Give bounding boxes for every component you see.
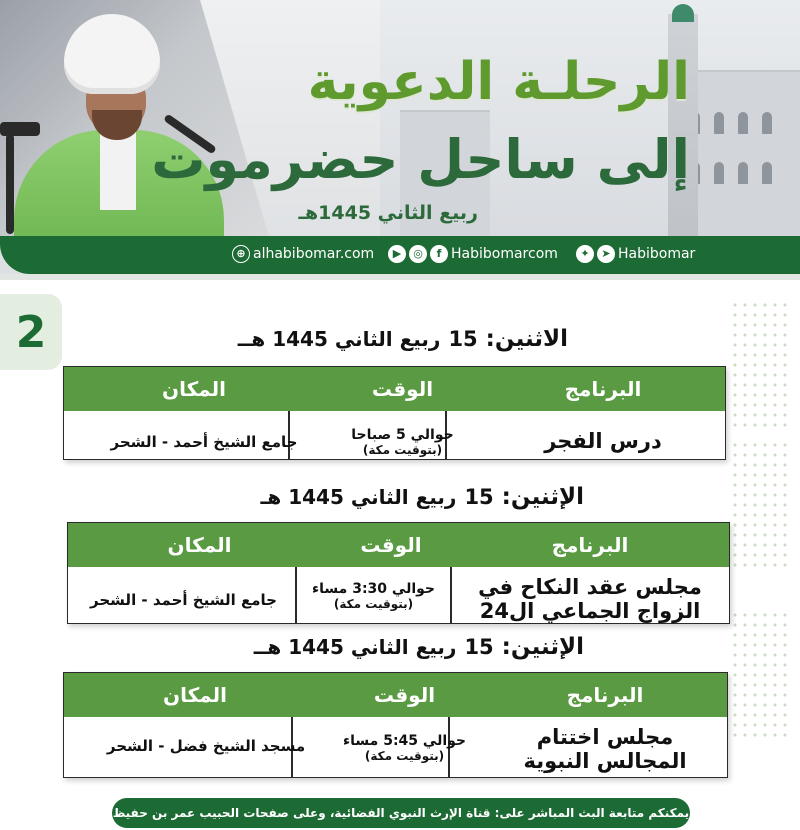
twitter-icon: ✦ (576, 245, 594, 263)
table-header (64, 367, 725, 411)
header-place: المكان (163, 683, 227, 707)
globe-icon: ⊕ (232, 245, 250, 263)
instagram-icon: ◎ (409, 245, 427, 263)
website-link[interactable] (232, 245, 374, 263)
header-time: الوقت (373, 683, 436, 707)
session-3-date: الإثنين:15ربيع الثاني 1445 هــ (253, 634, 584, 660)
dots-decoration (730, 610, 790, 740)
title-line-2: إلى ساحل حضرموت (151, 128, 690, 191)
header-program: البرنامج (564, 377, 642, 401)
session-1-time: حوالي 5 صباحا (بتوقيت مكة) (351, 427, 454, 457)
title-line-1: الرحلـة الدعوية (307, 52, 690, 112)
session-1-date: الاثنين:15ربيع الثاني 1445 هــ (237, 326, 568, 352)
website-text: alhabibomar.com (253, 246, 375, 262)
handle-1-text: Habibomarcom (451, 246, 558, 262)
table-header (68, 523, 729, 567)
header-time: الوقت (371, 377, 434, 401)
session-1-place: جامع الشيخ أحمد - الشحر (110, 433, 298, 451)
header-time: الوقت (360, 533, 422, 557)
minaret-image (668, 14, 698, 240)
facebook-icon: f (430, 245, 448, 263)
session-2-table (67, 522, 730, 624)
social-handle-1[interactable] (388, 245, 558, 263)
social-bar (0, 236, 800, 274)
footer-broadcast-note: يمكنكم متابعة البث المباشر على: قناة الإرث النبوي الفضائية، وعلى صفحات الحبيب عمر بن حفيظ (112, 798, 690, 828)
session-1-table (63, 366, 726, 460)
handle-2-text: Habibomar (618, 246, 696, 262)
page-number-badge: 2 (0, 294, 62, 370)
session-3-program: مجلس اختتام المجالس النبوية (523, 725, 687, 773)
microphone-icon (0, 122, 40, 136)
header-program: البرنامج (551, 533, 629, 557)
header-place: المكان (162, 377, 226, 401)
table-header (64, 673, 727, 717)
header-banner (0, 0, 800, 280)
dots-decoration (730, 440, 790, 570)
session-2-place: جامع الشيخ أحمد - الشحر (90, 591, 277, 609)
telegram-icon: ➤ (597, 245, 615, 263)
title-date: ربيع الثاني 1445هـ (298, 202, 478, 224)
header-program: البرنامج (566, 683, 644, 707)
dots-decoration (730, 300, 790, 430)
social-handle-2[interactable] (576, 245, 695, 263)
youtube-icon: ▶ (388, 245, 406, 263)
session-2-program: مجلس عقد النكاح في الزواج الجماعي ال24 (478, 575, 702, 623)
session-1-program: درس الفجر (544, 429, 662, 453)
session-3-time: حوالي 5:45 مساء (بتوقيت مكة) (343, 733, 466, 763)
session-2-date: الإثنين:15ربيع الثاني 1445 هـ (260, 484, 584, 510)
session-3-table (63, 672, 728, 778)
session-2-time: حوالي 3:30 مساء (بتوقيت مكة) (312, 581, 435, 611)
header-place: المكان (167, 533, 232, 557)
session-3-place: مسجد الشيخ فضل - الشحر (106, 737, 306, 755)
